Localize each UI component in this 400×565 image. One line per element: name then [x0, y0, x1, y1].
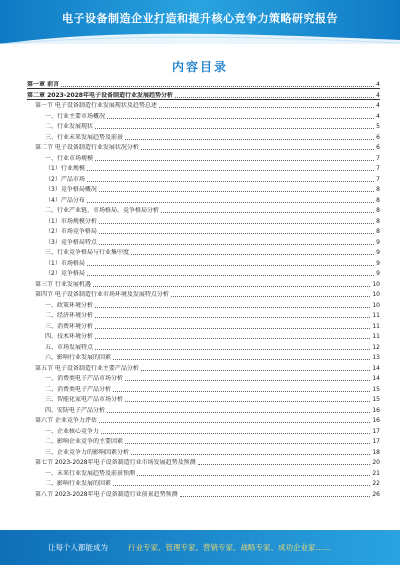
toc-entry-page: 4 [376, 81, 380, 88]
toc-entry[interactable] [27, 112, 380, 120]
toc-entry-page: 11 [372, 312, 380, 319]
toc-leader-dots [125, 139, 374, 140]
toc-leader-dots [87, 181, 374, 182]
toc-entry-title: （3）竞争格局特点 [45, 238, 97, 246]
toc-leader-dots [93, 286, 370, 287]
toc-entry-title: 第二章 2023-2028年电子设备制造行业发展趋势分析 [27, 91, 173, 99]
toc-entry-page: 16 [372, 406, 380, 414]
toc-leader-dots [99, 233, 374, 234]
toc-entry[interactable] [27, 416, 380, 424]
toc-entry[interactable] [27, 448, 380, 456]
toc-entry[interactable] [27, 185, 380, 193]
toc-entry[interactable] [27, 374, 380, 382]
toc-entry-page: 8 [376, 186, 380, 193]
toc-entry-title: 三、行业未来发展趋势及前景 [45, 133, 124, 141]
toc-entry-title: 二、影响企业竞争的主要因素 [45, 438, 124, 445]
toc-entry[interactable] [27, 227, 380, 235]
toc-entry-page: 20 [372, 459, 380, 466]
toc-entry[interactable] [27, 91, 380, 100]
report-title: 电子设备制造企业打造和提升核心竞争力策略研究报告 [62, 12, 338, 25]
report-header [0, 0, 400, 44]
toc-leader-dots [61, 86, 374, 87]
toc-entry[interactable] [27, 206, 380, 214]
toc-entry-page: 16 [372, 417, 380, 424]
toc-leader-dots [113, 359, 370, 360]
toc-entry-title: 二、影响行业发展的因素 [45, 480, 112, 487]
toc-leader-dots [99, 244, 374, 245]
toc-leader-dots [180, 496, 371, 497]
toc-leader-dots [87, 265, 374, 266]
toc-entry-title: 第一节 电子设备制造行业发展现状及趋势总述 [35, 102, 157, 109]
toc-leader-dots [101, 433, 370, 434]
toc-entry[interactable] [27, 385, 380, 393]
toc-entry-page: 8 [376, 207, 380, 214]
toc-entry-title: 三、消费环境分析 [45, 322, 94, 330]
toc-entry[interactable] [27, 133, 380, 141]
toc-entry[interactable] [27, 343, 380, 351]
toc-entry-title: 第四节 电子设备制造行业市场环境及发展特点分析 [35, 291, 169, 298]
toc-entry-page: 10 [372, 291, 380, 298]
toc-leader-dots [87, 170, 374, 171]
toc-entry-title: 第六节 企业竞争力评估 [35, 417, 97, 424]
toc-entry[interactable] [27, 322, 380, 330]
toc-entry-title: 五、市场发展特点 [45, 343, 94, 351]
toc-entry[interactable] [27, 164, 380, 172]
toc-entry-title: 三、智能化家电产品市场分析 [45, 396, 124, 403]
toc-entry-page: 5 [376, 123, 380, 130]
toc-entry-page: 15 [372, 396, 380, 403]
toc-entry[interactable] [27, 427, 380, 435]
toc-entry-title: （3）竞争格局概况 [45, 186, 97, 193]
toc-leader-dots [141, 370, 370, 371]
toc-entry-page: 15 [372, 385, 380, 393]
toc-leader-dots [131, 254, 374, 255]
toc-entry-title: 第五节 电子设备制造行业主要产品分析 [35, 364, 139, 372]
toc-leader-dots [99, 223, 374, 224]
toc-entry[interactable] [27, 353, 380, 361]
toc-leader-dots [95, 328, 370, 329]
toc-leader-dots [113, 391, 370, 392]
toc-leader-dots [107, 118, 374, 119]
toc-entry-page: 17 [372, 438, 380, 445]
toc-entry-title: 二、经济环境分析 [45, 312, 94, 319]
toc-entry-page: 14 [372, 364, 380, 372]
toc-heading: 内容目录 [171, 60, 228, 74]
footer-slogan: 让每个人都能成为 [48, 543, 108, 552]
toc-entry-title: 第三节 行业发展机遇 [35, 280, 91, 288]
toc-entry-page: 9 [376, 259, 380, 267]
toc-entry-title: （2）产品市场 [45, 175, 85, 183]
toc-entry[interactable] [27, 122, 380, 130]
toc-entry-page: 9 [376, 270, 380, 277]
toc-entry-title: （4）产品分布 [45, 196, 85, 204]
toc-entry-title: （1）市场规模分析 [45, 217, 97, 225]
toc-leader-dots [175, 97, 374, 98]
toc-entry-title: 一、政策环境分析 [45, 301, 94, 309]
toc-entry[interactable] [27, 80, 380, 89]
footer-banner [0, 530, 400, 565]
toc-entry[interactable] [27, 395, 380, 403]
toc-entry[interactable] [27, 301, 380, 309]
toc-entry[interactable] [27, 290, 380, 298]
toc-entry-page: 7 [376, 175, 380, 183]
toc-leader-dots [125, 443, 370, 444]
toc-leader-dots [99, 422, 370, 423]
toc-entry-page: 8 [376, 228, 380, 235]
toc-leader-dots [125, 380, 370, 381]
toc-entry[interactable] [27, 406, 380, 414]
toc-entry-title: 一、未来行业发展趋势及前景预测 [45, 469, 136, 477]
toc-entry-page: 14 [372, 375, 380, 382]
toc-entry-title: 第一章 前言 [27, 81, 60, 88]
toc-entry[interactable] [27, 259, 380, 267]
toc-entry-title: 第七节 2023-2028年电子设备制造行业市场发展趋势及预测 [35, 459, 196, 466]
toc-entry-title: 第二节 电子设备制造行业发展状况分析 [35, 144, 139, 151]
toc-entry-title: 三、行业竞争格局与行业集中度 [45, 249, 130, 256]
toc-entry[interactable] [27, 458, 380, 466]
toc-leader-dots [95, 317, 370, 318]
toc-entry[interactable] [27, 269, 380, 277]
toc-entry-title: 一、行业市场规模 [45, 154, 94, 162]
toc-entry-page: 4 [376, 112, 380, 120]
toc-leader-dots [95, 338, 370, 339]
toc-entry-page: 10 [372, 280, 380, 288]
toc-entry[interactable] [27, 490, 380, 498]
toc-entry-page: 4 [376, 91, 380, 99]
toc-leader-dots [87, 202, 374, 203]
toc-entry-page: 4 [376, 102, 380, 109]
toc-entry-page: 9 [376, 238, 380, 246]
toc-entry-page: 17 [372, 427, 380, 435]
toc-entry-title: 第八节 2023-2028年电子设备制造行业前景趋势预测 [35, 490, 178, 498]
toc-leader-dots [131, 454, 370, 455]
toc-entry-title: （2）市场竞争格局 [45, 228, 97, 235]
toc-entry[interactable] [27, 280, 380, 288]
header-wave-decoration [0, 30, 400, 44]
toc-entry-page: 21 [372, 469, 380, 477]
toc-entry-title: 一、消费类电子产品市场分析 [45, 375, 124, 382]
toc-entry-title: （1）行业规模 [45, 165, 85, 172]
toc-leader-dots [125, 401, 370, 402]
toc-entry[interactable] [27, 437, 380, 445]
toc-leader-dots [198, 464, 371, 465]
toc-entry-page: 6 [376, 133, 380, 141]
toc-entry-page: 11 [372, 333, 380, 340]
toc-entry[interactable] [27, 479, 380, 487]
toc-entry-page: 22 [372, 480, 380, 487]
toc-entry-title: 三、企业竞争力的影响因素分析 [45, 448, 130, 456]
toc-entry[interactable] [27, 143, 380, 151]
toc-entry[interactable] [27, 311, 380, 319]
toc-entry-title: 一、行业主要市场概况 [45, 112, 106, 120]
toc-entry-page: 7 [376, 154, 380, 162]
toc-entry-page: 13 [372, 354, 380, 361]
toc-leader-dots [171, 296, 370, 297]
toc-leader-dots [113, 485, 370, 486]
toc-entry-title: 六、影响行业发展的因素 [45, 354, 112, 361]
toc-entry-page: 8 [376, 196, 380, 204]
toc-entry-title: 二、消费类电子产品分析 [45, 385, 112, 393]
toc-entry-page: 8 [376, 217, 380, 225]
toc-entry-title: 一、企业核心竞争力 [45, 427, 100, 435]
toc-leader-dots [95, 307, 370, 308]
toc-leader-dots [107, 412, 370, 413]
toc-entry[interactable] [27, 469, 380, 477]
toc-entry-page: 10 [372, 301, 380, 309]
toc-entry[interactable] [27, 196, 380, 204]
toc-entry-page: 12 [372, 343, 380, 351]
toc-entry[interactable] [27, 101, 380, 109]
toc-entry-title: （1）市场格局 [45, 259, 85, 267]
toc-entry-title: 二、行业发展现状 [45, 123, 94, 130]
toc-entry-page: 26 [372, 490, 380, 498]
toc-entry[interactable] [27, 175, 380, 183]
table-of-contents [27, 80, 380, 502]
toc-entry-page: 18 [372, 448, 380, 456]
toc-leader-dots [161, 212, 374, 213]
toc-leader-dots [141, 149, 374, 150]
toc-leader-dots [137, 475, 370, 476]
toc-entry[interactable] [27, 332, 380, 340]
toc-entry-page: 9 [376, 249, 380, 256]
toc-entry[interactable] [27, 248, 380, 256]
toc-entry-title: （2）竞争格局 [45, 270, 85, 277]
toc-leader-dots [87, 275, 374, 276]
toc-entry[interactable] [27, 238, 380, 246]
toc-entry-title: 二、行业产业链、市场格局、竞争格局分析 [45, 207, 160, 214]
toc-entry-title: 四、安防电子产品分析 [45, 406, 106, 414]
toc-leader-dots [95, 160, 374, 161]
footer-tagline: 行业专家、管理专家、营销专家、战略专家、成功企业家…… [128, 543, 331, 552]
toc-entry[interactable] [27, 217, 380, 225]
toc-leader-dots [159, 107, 374, 108]
toc-entry[interactable] [27, 364, 380, 372]
toc-entry-page: 6 [376, 144, 380, 151]
toc-leader-dots [95, 128, 374, 129]
toc-entry[interactable] [27, 154, 380, 162]
toc-leader-dots [95, 349, 370, 350]
toc-entry-page: 11 [372, 322, 380, 330]
toc-leader-dots [99, 191, 374, 192]
toc-entry-title: 四、技术环境分析 [45, 333, 94, 340]
toc-entry-page: 7 [376, 165, 380, 172]
